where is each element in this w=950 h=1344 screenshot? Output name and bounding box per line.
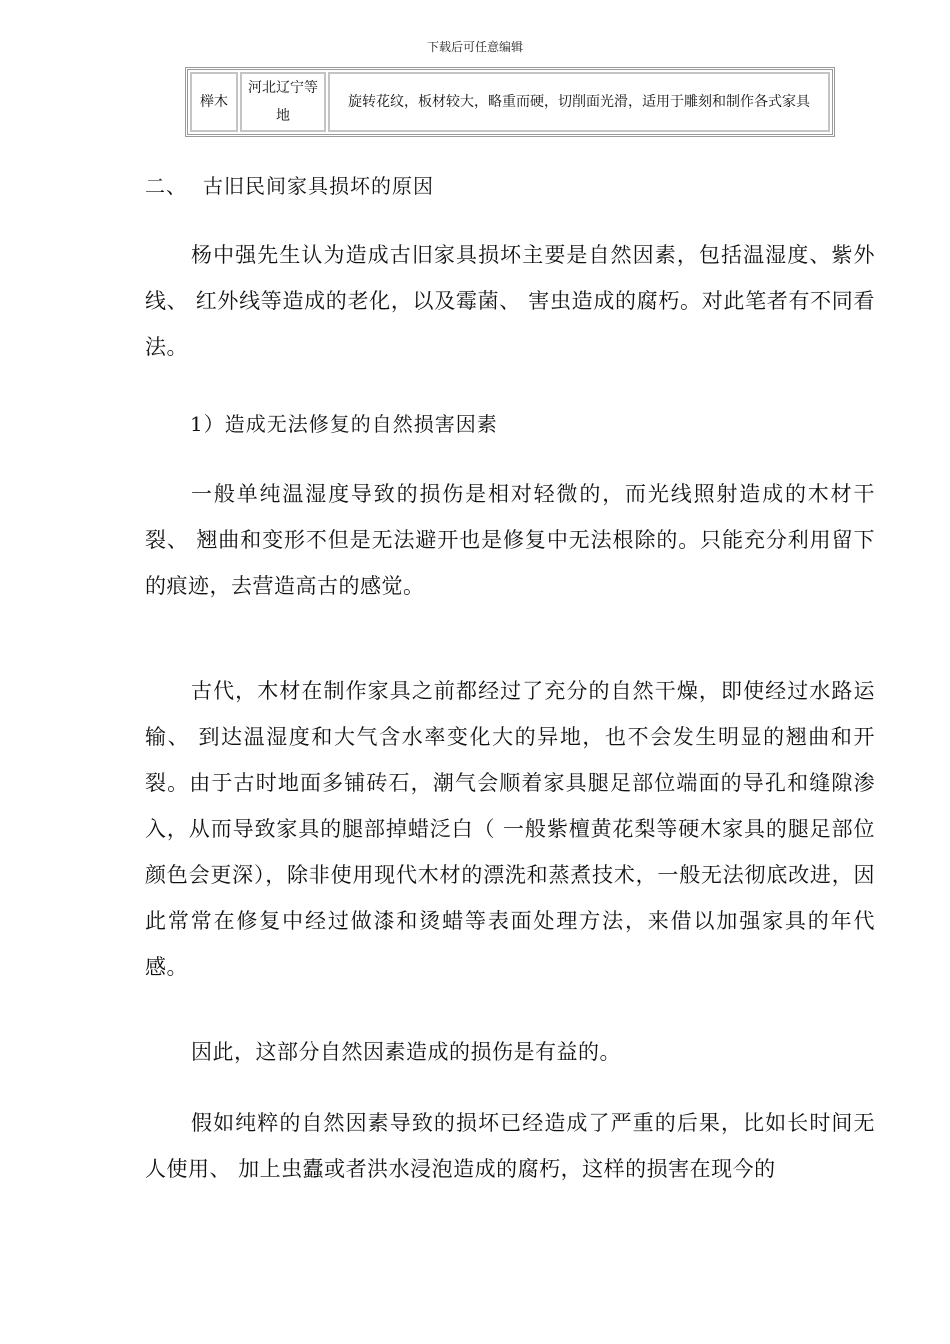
paragraph-2: 一般单纯温湿度导致的损伤是相对轻微的，而光线照射造成的木材干裂、 翘曲和变形不但是无法避开也是修复中无法根除的。只能充分利用留下的痕迹，去营造高古的感觉。 bbox=[145, 482, 875, 598]
sub-heading: 1）造成无法修复的自然损害因素 bbox=[190, 412, 498, 436]
paragraph-1: 杨中强先生认为造成古旧家具损坏主要是自然因素，包括温湿度、紫外线、 红外线等造成的老化，以及霉菌、 害虫造成的腐朽。对此笔者有不同看法。 bbox=[145, 243, 875, 359]
table-cell-region: 河北辽宁等地 bbox=[240, 72, 326, 132]
table-cell-description: 旋转花纹，板材较大，略重而硬，切削面光滑，适用于雕刻和制作各式家具 bbox=[328, 72, 830, 132]
wood-properties-table bbox=[185, 67, 835, 137]
section-heading bbox=[145, 170, 434, 199]
table-cell-wood-name: 榉木 bbox=[190, 72, 238, 132]
section-title-text: 古旧民间家具损坏的原因 bbox=[203, 174, 434, 198]
paragraph-4: 因此，这部分自然因素造成的损伤是有益的。 bbox=[191, 1040, 621, 1064]
paragraph-5: 假如纯粹的自然因素导致的损坏已经造成了严重的后果，比如长时间无人使用、 加上虫蠹或者洪水浸泡造成的腐朽，这样的损害在现今的 bbox=[145, 1111, 875, 1181]
paragraph-3: 古代，木材在制作家具之前都经过了充分的自然干燥，即使经过水路运输、 到达温湿度和大气含水率变化大的异地，也不会发生明显的翘曲和开裂。由于古时地面多铺砖石，潮气会顺着家具腿足部位端面的导孔和缝隙渗入，从而导致家具的腿部掉蜡泛白（ 一般紫檀黄花梨等硬木家具的腿足部位颜色会更深），除非使用现代木材的漂洗和蒸煮技术，一般无法彻底改进，因此常常在修复中经过做漆和烫蜡等表面处理方法，来借以加强家具的年代感。 bbox=[145, 679, 875, 979]
section-number: 二、 bbox=[145, 174, 187, 198]
page-header-note: 下载后可任意编辑 bbox=[426, 40, 523, 54]
